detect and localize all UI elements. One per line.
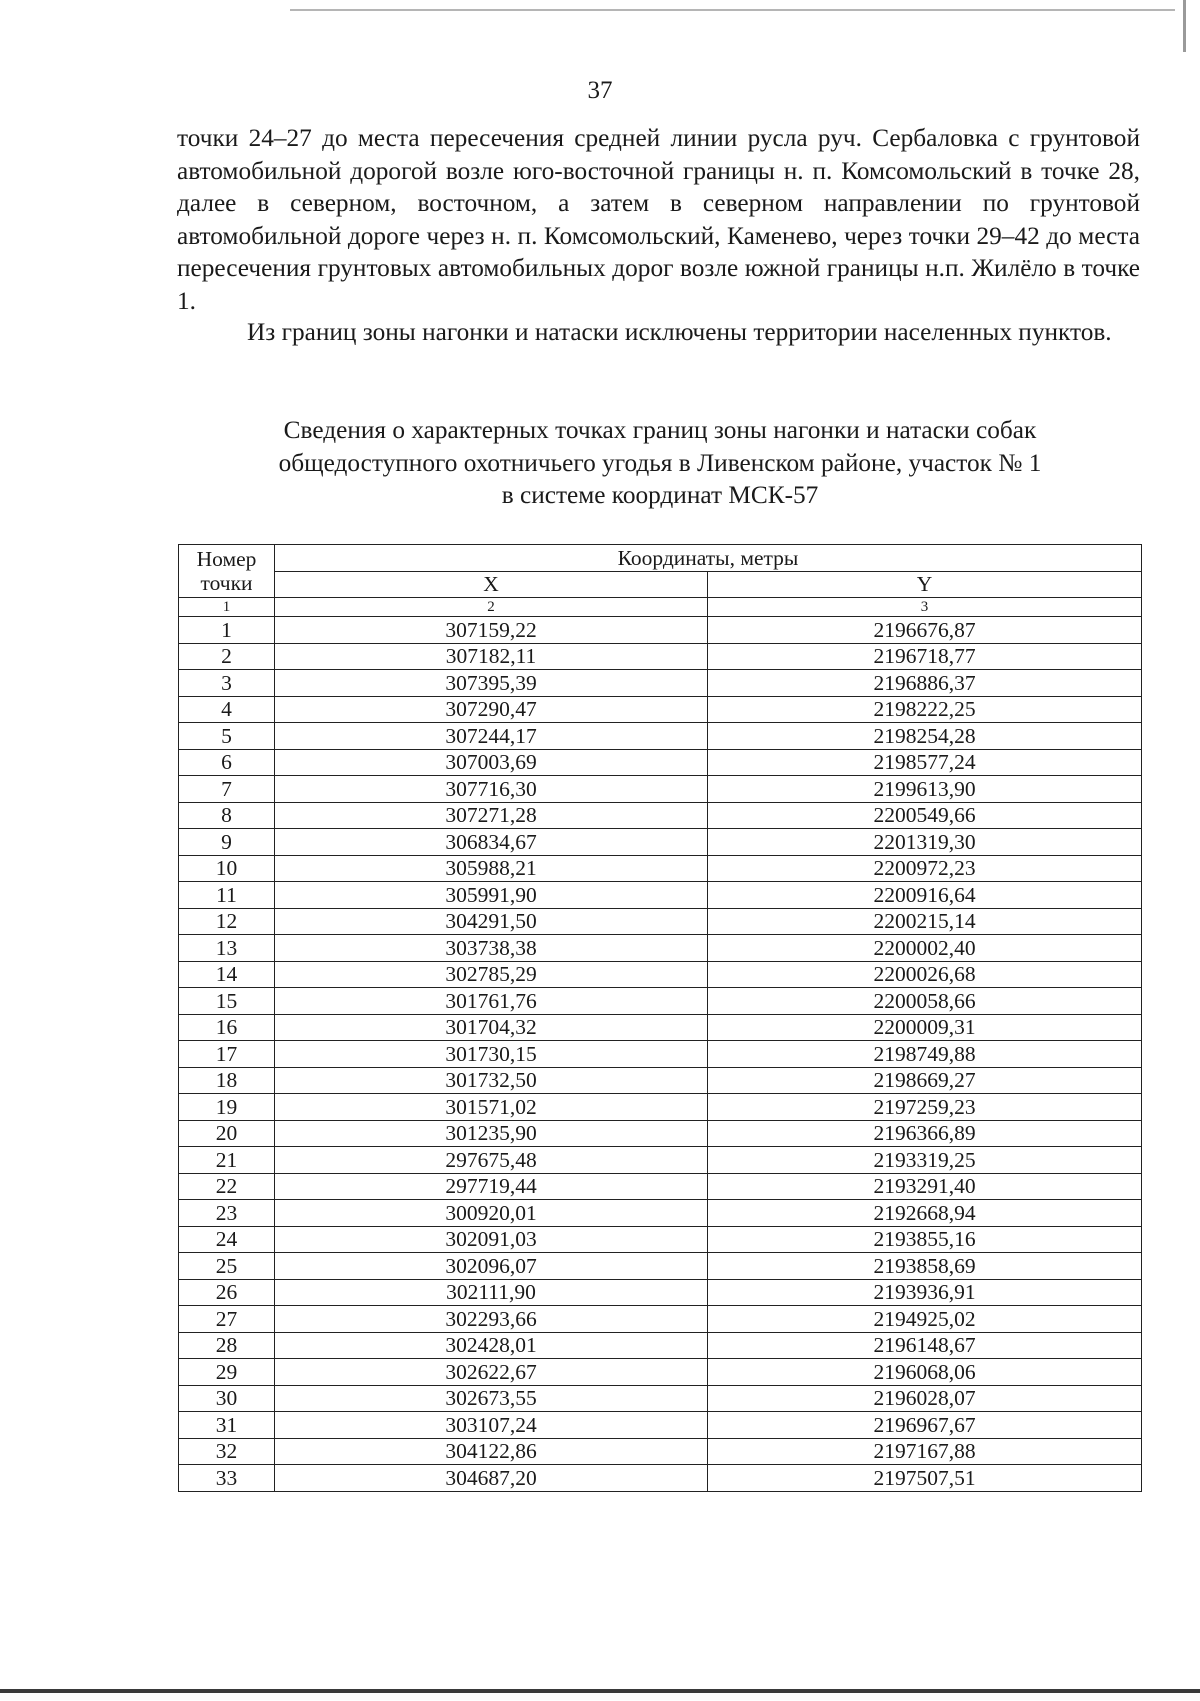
y-coordinate-cell: 2200549,66 — [708, 802, 1142, 829]
y-coordinate-cell: 2198577,24 — [708, 749, 1142, 776]
point-number-cell: 28 — [179, 1332, 275, 1359]
point-number-cell: 18 — [179, 1067, 275, 1094]
y-coordinate-cell: 2199613,90 — [708, 776, 1142, 803]
table-row — [179, 617, 1142, 644]
point-number-cell: 9 — [179, 829, 275, 856]
table-row — [179, 1438, 1142, 1465]
table-row — [179, 961, 1142, 988]
x-coordinate-cell: 301730,15 — [275, 1041, 708, 1068]
table-row — [179, 696, 1142, 723]
y-coordinate-cell: 2200009,31 — [708, 1014, 1142, 1041]
y-coordinate-cell: 2193291,40 — [708, 1173, 1142, 1200]
table-row — [179, 802, 1142, 829]
header-y: Y — [708, 571, 1142, 598]
x-coordinate-cell: 301761,76 — [275, 988, 708, 1015]
point-number-cell: 21 — [179, 1147, 275, 1174]
y-coordinate-cell: 2196028,07 — [708, 1385, 1142, 1412]
point-number-cell: 20 — [179, 1120, 275, 1147]
point-number-cell: 33 — [179, 1465, 275, 1492]
x-coordinate-cell: 302293,66 — [275, 1306, 708, 1333]
y-coordinate-cell: 2198222,25 — [708, 696, 1142, 723]
caption-line: Сведения о характерных точках границ зоны нагонки и натаски собак — [283, 416, 1037, 444]
point-number-cell: 24 — [179, 1226, 275, 1253]
y-coordinate-cell: 2200916,64 — [708, 882, 1142, 909]
point-number-cell: 31 — [179, 1412, 275, 1439]
column-index-row — [179, 598, 1142, 617]
x-coordinate-cell: 304687,20 — [275, 1465, 708, 1492]
header-x: X — [275, 571, 708, 598]
y-coordinate-cell: 2197259,23 — [708, 1094, 1142, 1121]
x-coordinate-cell: 302111,90 — [275, 1279, 708, 1306]
point-number-cell: 32 — [179, 1438, 275, 1465]
table-row — [179, 1094, 1142, 1121]
y-coordinate-cell: 2198749,88 — [708, 1041, 1142, 1068]
x-coordinate-cell: 303107,24 — [275, 1412, 708, 1439]
point-number-cell: 8 — [179, 802, 275, 829]
x-coordinate-cell: 303738,38 — [275, 935, 708, 962]
y-coordinate-cell: 2200026,68 — [708, 961, 1142, 988]
y-coordinate-cell: 2193855,16 — [708, 1226, 1142, 1253]
y-coordinate-cell: 2198669,27 — [708, 1067, 1142, 1094]
x-coordinate-cell: 302096,07 — [275, 1253, 708, 1280]
y-coordinate-cell: 2196148,67 — [708, 1332, 1142, 1359]
x-coordinate-cell: 307271,28 — [275, 802, 708, 829]
table-row — [179, 1306, 1142, 1333]
page-number: 37 — [587, 77, 613, 104]
table-caption — [200, 414, 1120, 512]
table-header-subrow — [179, 571, 1142, 598]
x-coordinate-cell: 301235,90 — [275, 1120, 708, 1147]
table-row — [179, 829, 1142, 856]
y-coordinate-cell: 2197507,51 — [708, 1465, 1142, 1492]
point-number-cell: 3 — [179, 670, 275, 697]
x-coordinate-cell: 307244,17 — [275, 723, 708, 750]
point-number-cell: 25 — [179, 1253, 275, 1280]
table-row — [179, 1465, 1142, 1492]
table-row — [179, 935, 1142, 962]
y-coordinate-cell: 2197167,88 — [708, 1438, 1142, 1465]
x-coordinate-cell: 302673,55 — [275, 1385, 708, 1412]
table-row — [179, 988, 1142, 1015]
table-row — [179, 643, 1142, 670]
y-coordinate-cell: 2200058,66 — [708, 988, 1142, 1015]
y-coordinate-cell: 2200972,23 — [708, 855, 1142, 882]
x-coordinate-cell: 305988,21 — [275, 855, 708, 882]
table-row — [179, 670, 1142, 697]
y-coordinate-cell: 2193936,91 — [708, 1279, 1142, 1306]
point-number-cell: 16 — [179, 1014, 275, 1041]
table-body — [179, 598, 1142, 1492]
y-coordinate-cell: 2194925,02 — [708, 1306, 1142, 1333]
x-coordinate-cell: 304122,86 — [275, 1438, 708, 1465]
table-row — [179, 908, 1142, 935]
coordinates-table — [178, 544, 1142, 1492]
scan-edge-right — [1183, 0, 1186, 52]
table-row — [179, 1279, 1142, 1306]
header-point-number-line: точки — [200, 571, 253, 595]
point-number-cell: 15 — [179, 988, 275, 1015]
point-number-cell: 23 — [179, 1200, 275, 1227]
body-paragraph: Из границ зоны нагонки и натаски исключены территории населенных пунктов. — [247, 318, 1112, 346]
point-number-cell: 22 — [179, 1173, 275, 1200]
table-row — [179, 1147, 1142, 1174]
point-number-cell: 27 — [179, 1306, 275, 1333]
column-index: 1 — [179, 598, 275, 617]
point-number-cell: 5 — [179, 723, 275, 750]
x-coordinate-cell: 301704,32 — [275, 1014, 708, 1041]
point-number-cell: 11 — [179, 882, 275, 909]
y-coordinate-cell: 2196366,89 — [708, 1120, 1142, 1147]
table-header-row — [179, 545, 1142, 572]
table-row — [179, 1412, 1142, 1439]
table-row — [179, 1253, 1142, 1280]
x-coordinate-cell: 297675,48 — [275, 1147, 708, 1174]
header-coordinates: Координаты, метры — [275, 545, 1142, 572]
header-point-number — [179, 545, 275, 598]
point-number-cell: 30 — [179, 1385, 275, 1412]
x-coordinate-cell: 302091,03 — [275, 1226, 708, 1253]
table-row — [179, 1120, 1142, 1147]
x-coordinate-cell: 306834,67 — [275, 829, 708, 856]
table-row — [179, 1226, 1142, 1253]
x-coordinate-cell: 297719,44 — [275, 1173, 708, 1200]
y-coordinate-cell: 2193319,25 — [708, 1147, 1142, 1174]
header-point-number-line: Номер — [196, 547, 257, 571]
table-row — [179, 1200, 1142, 1227]
y-coordinate-cell: 2196676,87 — [708, 617, 1142, 644]
point-number-cell: 1 — [179, 617, 275, 644]
point-number-cell: 14 — [179, 961, 275, 988]
table-row — [179, 1385, 1142, 1412]
table-row — [179, 776, 1142, 803]
x-coordinate-cell: 302622,67 — [275, 1359, 708, 1386]
y-coordinate-cell: 2201319,30 — [708, 829, 1142, 856]
y-coordinate-cell: 2198254,28 — [708, 723, 1142, 750]
y-coordinate-cell: 2196967,67 — [708, 1412, 1142, 1439]
point-number-cell: 13 — [179, 935, 275, 962]
point-number-cell: 6 — [179, 749, 275, 776]
x-coordinate-cell: 301732,50 — [275, 1067, 708, 1094]
point-number-cell: 29 — [179, 1359, 275, 1386]
body-paragraph: точки 24–27 до места пересечения средней линии русла руч. Сербаловка с грунтовой автомобильной дорогой возле юго-восточной границы н. п. Комсомольский в точке 28, далее в северном, восточном, а затем в северном направлении по грунтовой автомобильной дороге через н. п. Комсомольский, Каменево, через точки 29–42 до места пересечения грунтовых автомобильных дорог возле южной границы н.п. Жилёло в точке 1. — [177, 124, 1140, 315]
x-coordinate-cell: 300920,01 — [275, 1200, 708, 1227]
point-number-cell: 26 — [179, 1279, 275, 1306]
point-number-cell: 4 — [179, 696, 275, 723]
x-coordinate-cell: 307290,47 — [275, 696, 708, 723]
y-coordinate-cell: 2193858,69 — [708, 1253, 1142, 1280]
table-row — [179, 1332, 1142, 1359]
x-coordinate-cell: 304291,50 — [275, 908, 708, 935]
x-coordinate-cell: 301571,02 — [275, 1094, 708, 1121]
point-number-cell: 7 — [179, 776, 275, 803]
column-index: 3 — [708, 598, 1142, 617]
table-row — [179, 749, 1142, 776]
caption-line: в системе координат МСК-57 — [501, 481, 819, 509]
scan-edge-bottom — [0, 1689, 1200, 1693]
y-coordinate-cell: 2192668,94 — [708, 1200, 1142, 1227]
table-row — [179, 723, 1142, 750]
x-coordinate-cell: 307182,11 — [275, 643, 708, 670]
y-coordinate-cell: 2200215,14 — [708, 908, 1142, 935]
point-number-cell: 19 — [179, 1094, 275, 1121]
x-coordinate-cell: 305991,90 — [275, 882, 708, 909]
table-row — [179, 1067, 1142, 1094]
point-number-cell: 17 — [179, 1041, 275, 1068]
x-coordinate-cell: 307159,22 — [275, 617, 708, 644]
table-row — [179, 855, 1142, 882]
x-coordinate-cell: 302785,29 — [275, 961, 708, 988]
table-row — [179, 1014, 1142, 1041]
y-coordinate-cell: 2196068,06 — [708, 1359, 1142, 1386]
point-number-cell: 12 — [179, 908, 275, 935]
table-row — [179, 1041, 1142, 1068]
table-row — [179, 882, 1142, 909]
y-coordinate-cell: 2196886,37 — [708, 670, 1142, 697]
y-coordinate-cell: 2196718,77 — [708, 643, 1142, 670]
x-coordinate-cell: 307716,30 — [275, 776, 708, 803]
x-coordinate-cell: 302428,01 — [275, 1332, 708, 1359]
caption-line: общедоступного охотничьего угодья в Ливенском районе, участок № 1 — [278, 448, 1042, 477]
x-coordinate-cell: 307395,39 — [275, 670, 708, 697]
column-index: 2 — [275, 598, 708, 617]
y-coordinate-cell: 2200002,40 — [708, 935, 1142, 962]
point-number-cell: 10 — [179, 855, 275, 882]
x-coordinate-cell: 307003,69 — [275, 749, 708, 776]
table-row — [179, 1173, 1142, 1200]
scan-edge-top — [290, 9, 1175, 11]
table-row — [179, 1359, 1142, 1386]
point-number-cell: 2 — [179, 643, 275, 670]
